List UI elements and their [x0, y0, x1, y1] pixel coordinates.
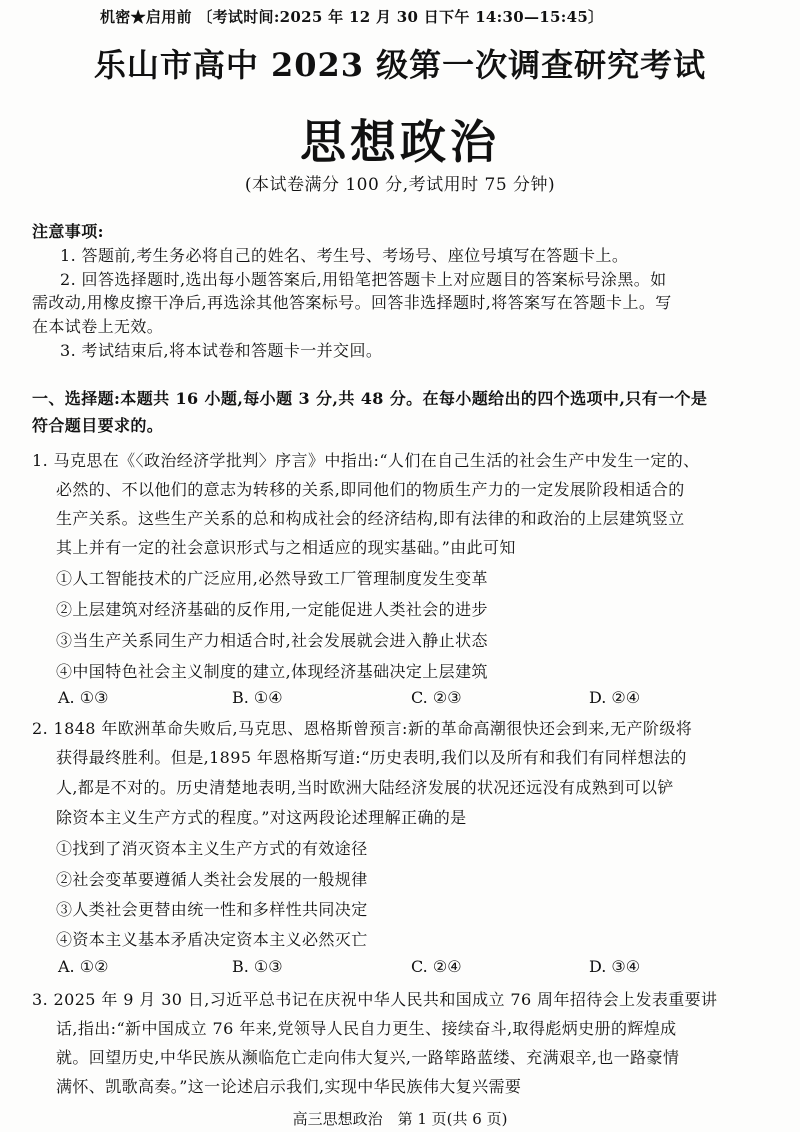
answer-choices [0, 957, 800, 981]
question-text-line: 必然的、不以他们的意志为转移的关系,即同他们的物质生产力的一定发展阶段相适合的 [56, 480, 685, 499]
page-footer: 高三思想政治 第 1 页(共 6 页) [292, 1110, 508, 1128]
statement-4: ④中国特色社会主义制度的建立,体现经济基础决定上层建筑 [56, 662, 488, 681]
statement-1: ①找到了消灭资本主义生产方式的有效途径 [56, 839, 368, 858]
notice-heading: 注意事项: [32, 222, 104, 241]
notice-line: 2. 回答选择题时,选出每小题答案后,用铅笔把答题卡上对应题目的答案标号涂黑。如 [60, 270, 667, 289]
choice-b: B. ①④ [232, 688, 283, 707]
section-heading-cont: 符合题目要求的。 [32, 416, 164, 435]
notice-line: 在本试卷上无效。 [32, 317, 164, 336]
question-text-line: 话,指出:“新中国成立 76 年来,党领导人民自力更生、接续奋斗,取得彪炳史册的辉煌成 [56, 1019, 677, 1038]
choice-a: A. ①③ [58, 688, 109, 707]
question-text-line: 满怀、凯歌高奏。”这一论述启示我们,实现中华民族伟大复兴需要 [56, 1077, 522, 1096]
question-text-line: 1. 马克思在《〈政治经济学批判〉序言》中指出:“人们在自己生活的社会生产中发生一定的、 [32, 451, 700, 470]
choice-c: C. ②③ [411, 688, 462, 707]
question-text-line: 人,都是不对的。历史清楚地表明,当时欧洲大陆经济发展的状况还远没有成熟到可以铲 [56, 778, 674, 797]
confidential-time-line: 机密★启用前 〔考试时间:2025 年 12 月 30 日下午 14:30—15:45〕 [100, 8, 604, 26]
statement-3: ③当生产关系同生产力相适合时,社会发展就会进入静止状态 [56, 631, 488, 650]
exam-title: 乐山市高中 2023 级第一次调查研究考试 [93, 46, 707, 84]
question-text-line: 就。回望历史,中华民族从濒临危亡走向伟大复兴,一路筚路蓝缕、充满艰辛,也一路豪情 [56, 1048, 680, 1067]
subject-title: 思想政治 [300, 115, 500, 169]
question-text-line: 3. 2025 年 9 月 30 日,习近平总书记在庆祝中华人民共和国成立 76 周年招待会上发表重要讲 [32, 990, 718, 1009]
question-text-line: 其上并有一定的社会意识形式与之相适应的现实基础。”由此可知 [56, 538, 516, 557]
question-text-line: 2. 1848 年欧洲革命失败后,马克思、恩格斯曾预言:新的革命高潮很快还会到来,无产阶级将 [32, 719, 693, 738]
choice-a: A. ①② [58, 957, 109, 976]
choice-d: D. ③④ [589, 957, 641, 976]
question-text-line: 生产关系。这些生产关系的总和构成社会的经济结构,即有法律的和政治的上层建筑竖立 [56, 509, 685, 528]
statement-4: ④资本主义基本矛盾决定资本主义必然灭亡 [56, 930, 368, 949]
notice-line: 3. 考试结束后,将本试卷和答题卡一并交回。 [60, 341, 383, 360]
choice-b: B. ①③ [232, 957, 283, 976]
notice-line: 需改动,用橡皮擦干净后,再选涂其他答案标号。回答非选择题时,将答案写在答题卡上。写 [32, 293, 672, 312]
statement-1: ①人工智能技术的广泛应用,必然导致工厂管理制度发生变革 [56, 569, 488, 588]
answer-choices [0, 688, 800, 712]
question-text-line: 获得最终胜利。但是,1895 年恩格斯写道:“历史表明,我们以及所有和我们有同样想法的 [56, 748, 687, 767]
statement-2: ②上层建筑对经济基础的反作用,一定能促进人类社会的进步 [56, 600, 488, 619]
question-text-line: 除资本主义生产方式的程度。”对这两段论述理解正确的是 [56, 808, 467, 827]
statement-3: ③人类社会更替由统一性和多样性共同决定 [56, 900, 368, 919]
choice-d: D. ②④ [589, 688, 641, 707]
statement-2: ②社会变革要遵循人类社会发展的一般规律 [56, 870, 368, 889]
choice-c: C. ②④ [411, 957, 462, 976]
section-heading: 一、选择题:本题共 16 小题,每小题 3 分,共 48 分。在每小题给出的四个选项中,只有一个是 [32, 389, 708, 408]
score-note: (本试卷满分 100 分,考试用时 75 分钟) [244, 175, 556, 195]
notice-line: 1. 答题前,考生务必将自己的姓名、考生号、考场号、座位号填写在答题卡上。 [60, 246, 629, 265]
